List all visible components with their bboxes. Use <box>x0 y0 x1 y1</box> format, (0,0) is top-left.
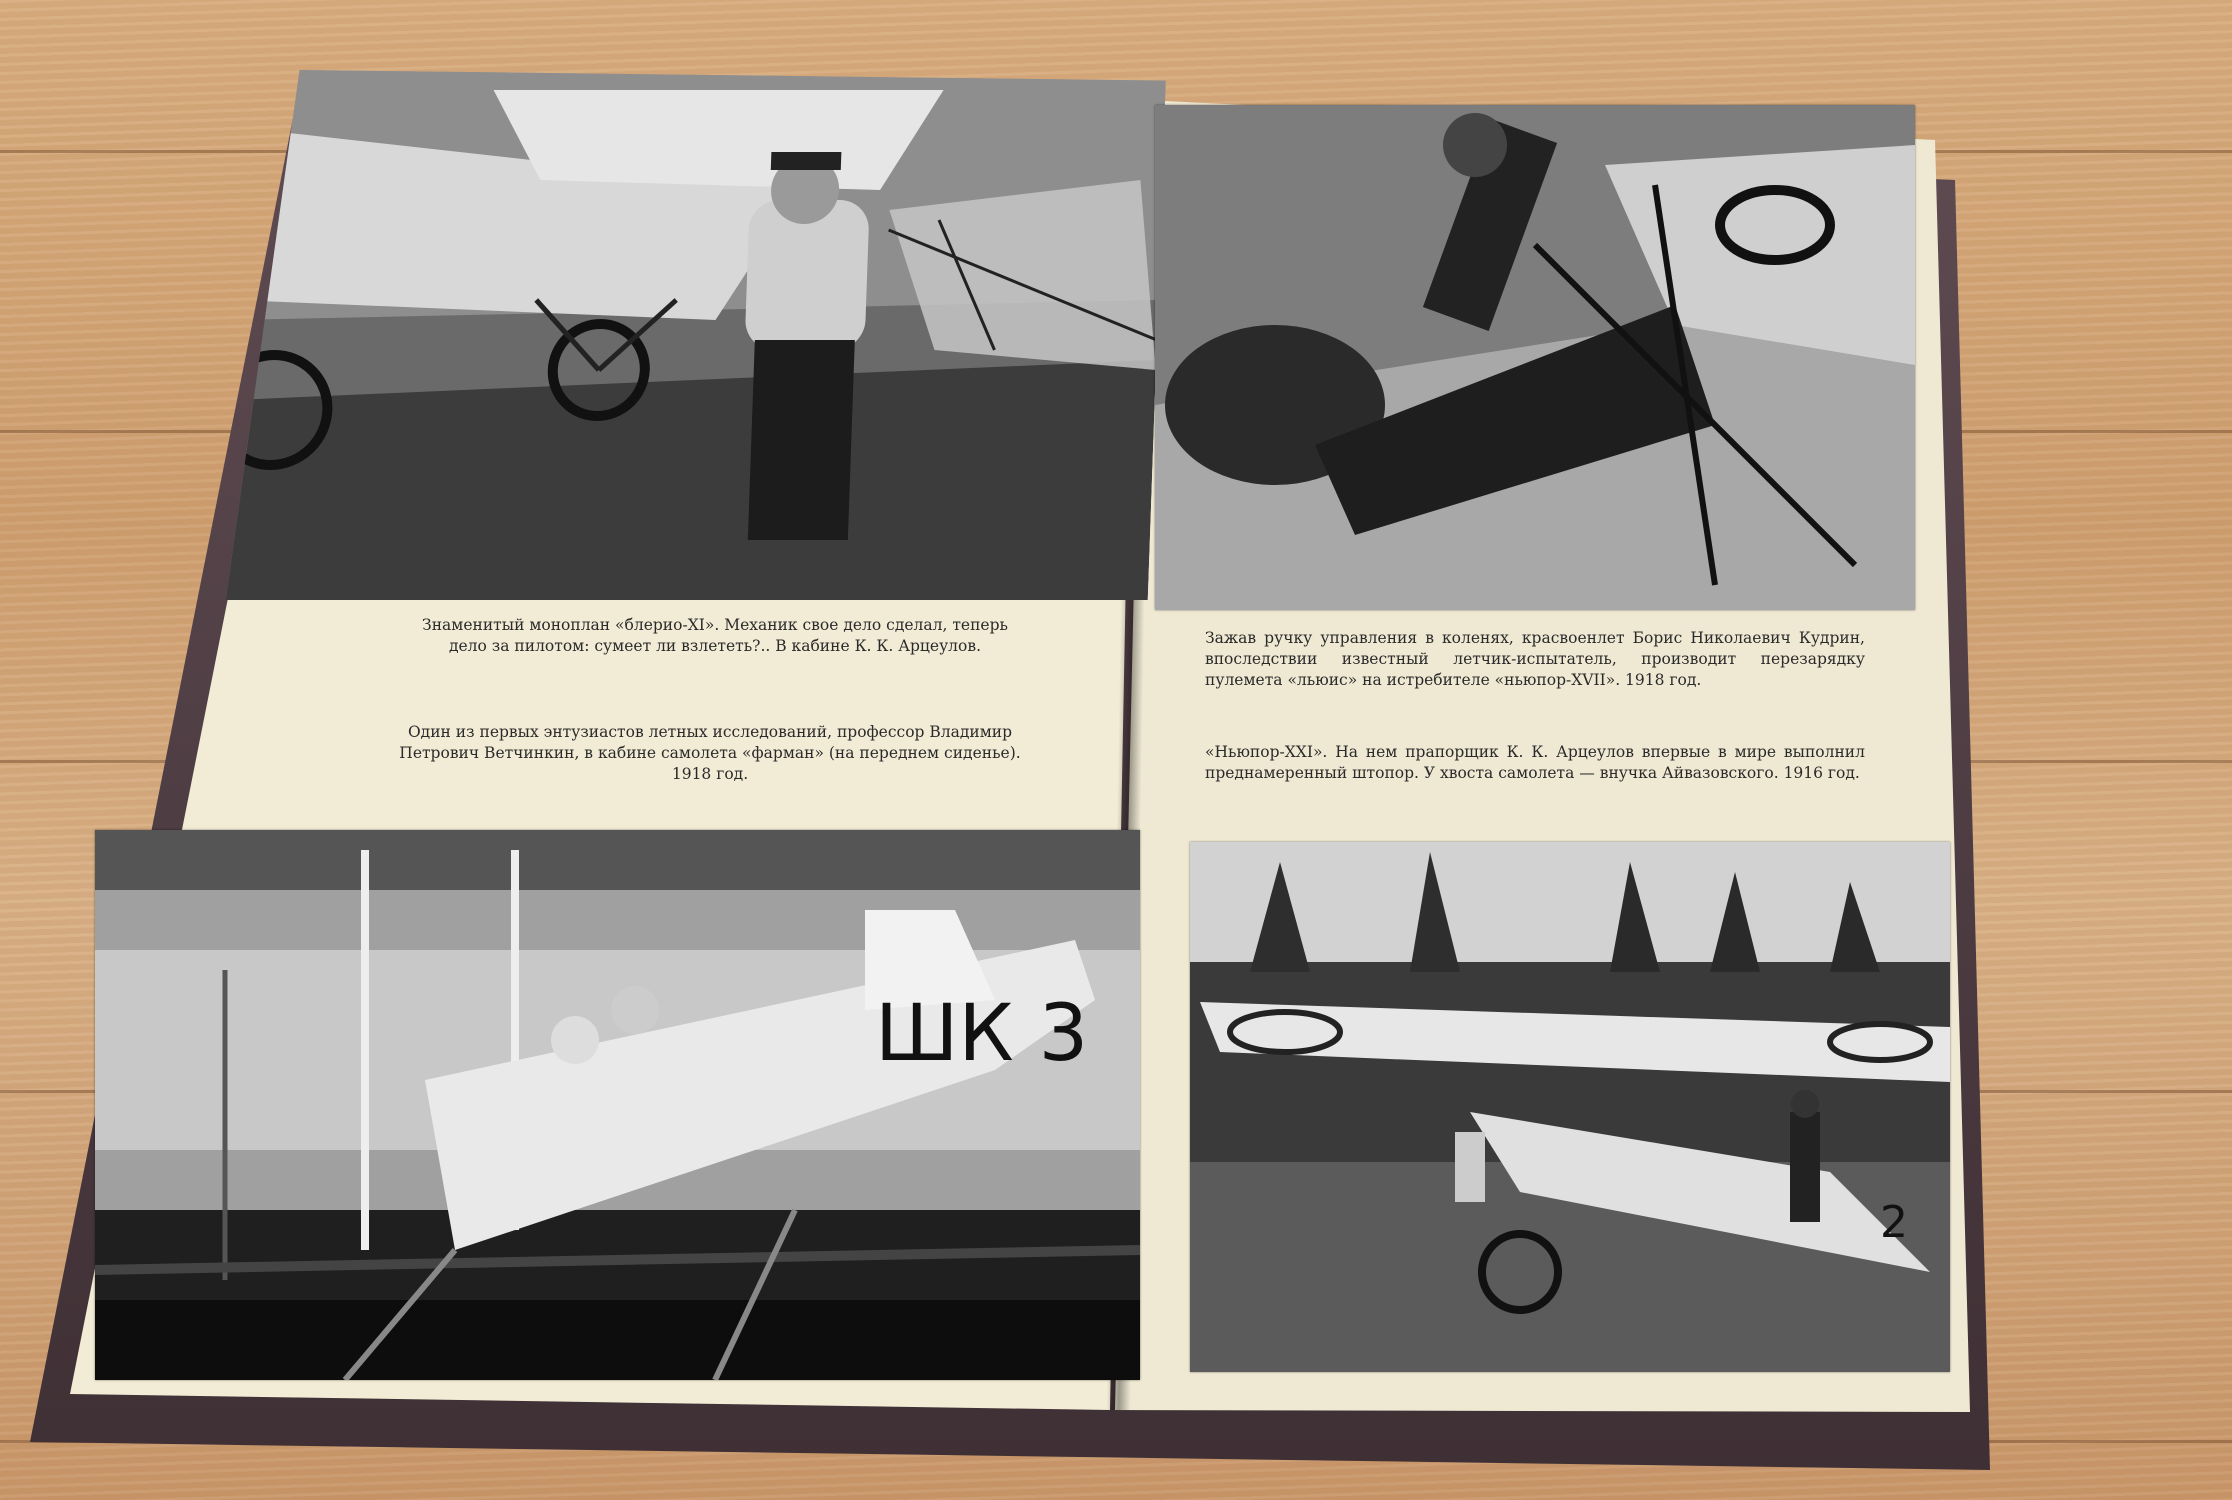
caption-bleriot: Знаменитый моноплан «блерио-XI». Механик свое дело сделал, теперь дело за пилотом: сумеет ли взлететь?.. В кабине К. К. Арцеулов. <box>422 616 1008 655</box>
open-book <box>30 70 1990 1470</box>
photo-nieuport-xvii-pilot <box>1155 105 1915 610</box>
plane-marking-shk: ШК 3 <box>875 989 1089 1079</box>
caption-nieuport-xxi: «Ньюпор-XXI». На нем прапорщик К. К. Арцеулов впервые в мире выполнил преднамеренный штопор. У хвоста самолета — внучка Айвазовского. 1916 год. <box>1205 743 1865 782</box>
caption-vetchinkin: Один из первых энтузиастов летных исследований, профессор Владимир Петрович Ветчинкин, в кабине самолета «фарман» (на переднем сиденье). 1918 год. <box>399 723 1021 783</box>
photo-bleriot-monoplane <box>226 70 1167 600</box>
plane-marking-2: 2 <box>1880 1197 1908 1248</box>
photo-nieuport-xxi <box>1190 842 1950 1372</box>
caption-kudrin: Зажав ручку управления в коленях, красвоенлет Борис Николаевич Кудрин, впоследствии известный летчик-испытатель, производит перезарядку пулемета «льюис» на истребителе «ньюпор-XVII». 1918 год. <box>1205 629 1865 689</box>
photo-farman-biplane <box>95 830 1140 1380</box>
